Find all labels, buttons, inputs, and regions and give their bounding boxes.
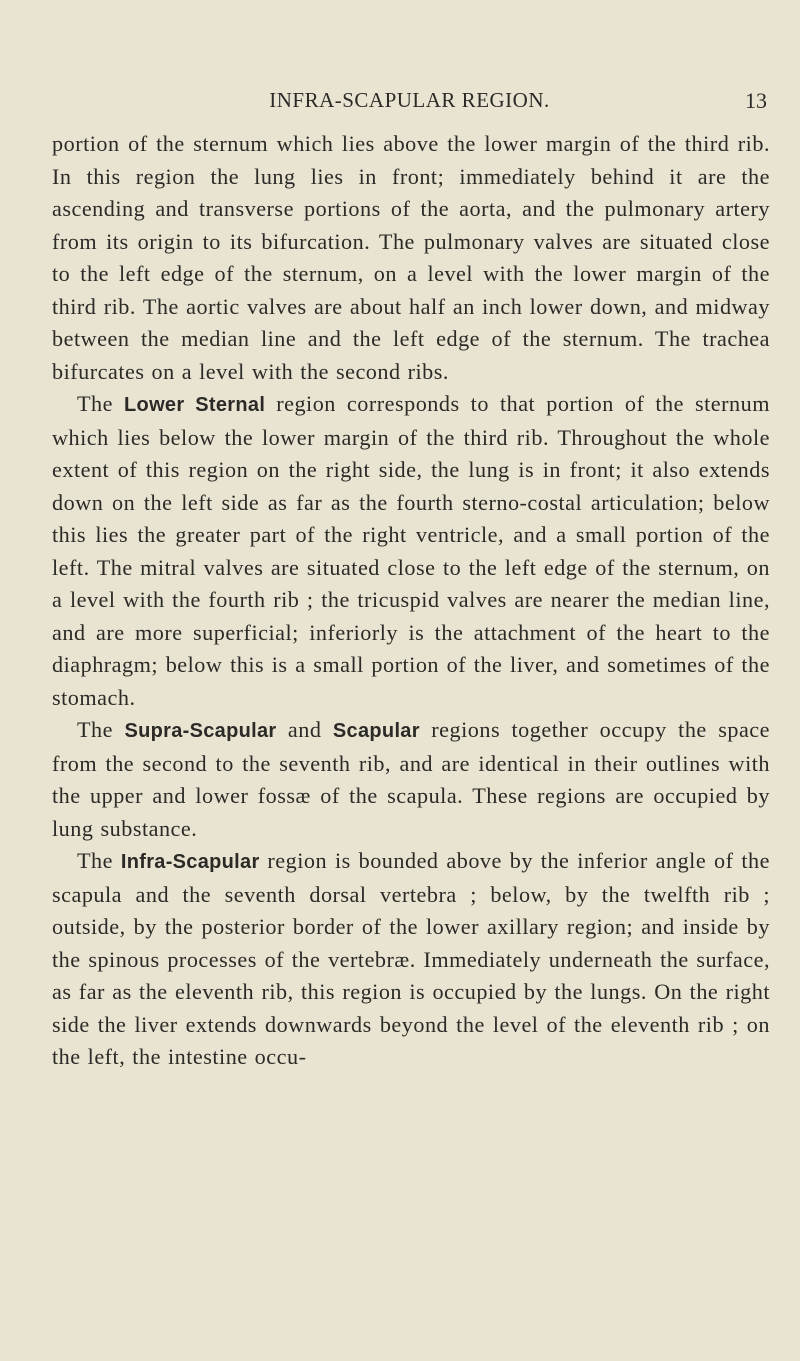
region-term-supra-scapular: Supra-Scapular <box>124 720 277 742</box>
paragraph-supra-scapular <box>52 714 770 845</box>
paragraph-lower-sternal <box>52 388 770 714</box>
paragraph-text: region corresponds to that portion of the sternum which lies below the lower margin of the third rib. Throughout the whole extent of this region on the right side, the lung is in front; it also extends down on the left side as far as the fourth sterno-costal articulation; below this lies the greater part of the right ventricle, and a small portion of the left. The mitral valves are situated close to the left edge of the sternum, on a level with the fourth rib ; the tricuspid valves are nearer the median line, and are more superficial; inferiorly is the attachment of the heart to the diaphragm; below this is a small portion of the liver, and sometimes of the stomach. <box>52 391 770 710</box>
paragraph-text: region is bounded above by the inferior angle of the scapula and the seventh dorsal vertebra ; below, by the twelfth rib ; outside, by the posterior border of the lower axillary region; and inside by the spinous processes of the vertebræ. Immediately underneath the surface, as far as the eleventh rib, this region is occupied by the lungs. On the right side the liver extends downwards beyond the level of the eleventh rib ; on the left, the intestine occu- <box>52 848 770 1069</box>
paragraph-text: portion of the sternum which lies above the lower margin of the third rib. In this region the lung lies in front; immediately behind it are the ascending and transverse portions of the aorta, and the pulmonary artery from its origin to its bifurcation. The pulmonary valves are situated close to the left edge of the sternum, on a level with the lower margin of the third rib. The aortic valves are about half an inch lower down, and midway between the median line and the left edge of the sternum. The trachea bifurcates on a level with the second ribs. <box>52 131 770 384</box>
region-term-lower-sternal: Lower Sternal <box>124 394 266 416</box>
body-text <box>52 128 770 1074</box>
paragraph-infra-scapular <box>52 845 770 1074</box>
region-term-infra-scapular: Infra-Scapular <box>120 851 260 873</box>
paragraph-continued <box>52 128 770 388</box>
running-title: INFRA-SCAPULAR REGION. <box>269 88 550 112</box>
running-head <box>52 88 767 118</box>
paragraph-text: regions together occupy the space from the second to the seventh rib, and are identical in their outlines with the upper and lower fossæ of the scapula. These regions are occupied by lung substance. <box>52 717 770 841</box>
region-term-scapular: Scapular <box>332 720 420 742</box>
paragraph-lead: The <box>77 717 125 742</box>
paragraph-connector: and <box>276 717 333 742</box>
paragraph-lead: The <box>77 391 125 416</box>
paragraph-lead: The <box>77 848 121 873</box>
page-number: 13 <box>745 88 767 113</box>
